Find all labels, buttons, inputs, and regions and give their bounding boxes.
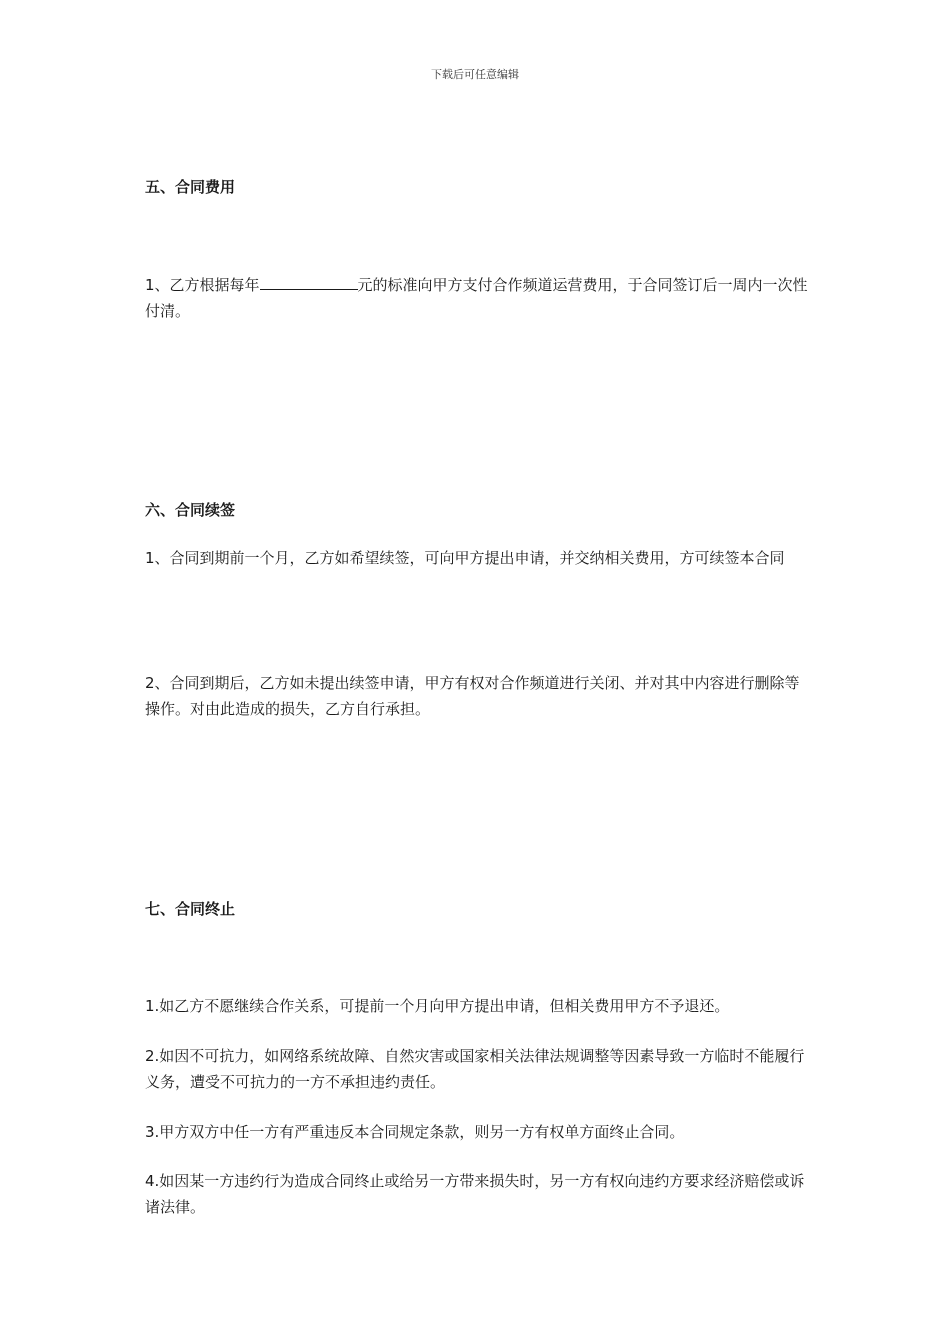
clause-text-before-blank: 1、乙方根据每年 — [145, 276, 260, 294]
section-7-clause-3: 3.甲方双方中任一方有严重违反本合同规定条款，则另一方有权单方面终止合同。 — [145, 1123, 685, 1141]
section-6-heading: 六、合同续签 — [145, 501, 236, 519]
section-7-clause-2: 2.如因不可抗力，如网络系统故障、自然灾害或国家相关法律法规调整等因素导致一方临时不能履行义务，遭受不可抗力的一方不承担违约责任。 — [145, 1047, 805, 1091]
section-5-heading: 五、合同费用 — [145, 178, 236, 196]
clause-text-after-blank: 元的标准向甲方支付合作频道运营费用，于合同签订后一周内一次性付清。 — [145, 276, 808, 320]
section-6-clause-2: 2、合同到期后，乙方如未提出续签申请，甲方有权对合作频道进行关闭、并对其中内容进行删除等操作。对由此造成的损失，乙方自行承担。 — [145, 674, 800, 718]
section-7-clause-1: 1.如乙方不愿继续合作关系，可提前一个月向甲方提出申请，但相关费用甲方不予退还。 — [145, 997, 730, 1015]
section-7-clause-4: 4.如因某一方违约行为造成合同终止或给另一方带来损失时，另一方有权向违约方要求经济赔偿或诉诸法律。 — [145, 1172, 805, 1216]
page-header: 下载后可任意编辑 — [431, 68, 519, 81]
section-6-clause-1: 1、合同到期前一个月，乙方如希望续签，可向甲方提出申请，并交纳相关费用，方可续签本合同 — [145, 549, 785, 567]
section-5-clause-1 — [145, 272, 810, 324]
amount-blank-line — [260, 273, 358, 290]
section-7-heading: 七、合同终止 — [145, 900, 236, 918]
